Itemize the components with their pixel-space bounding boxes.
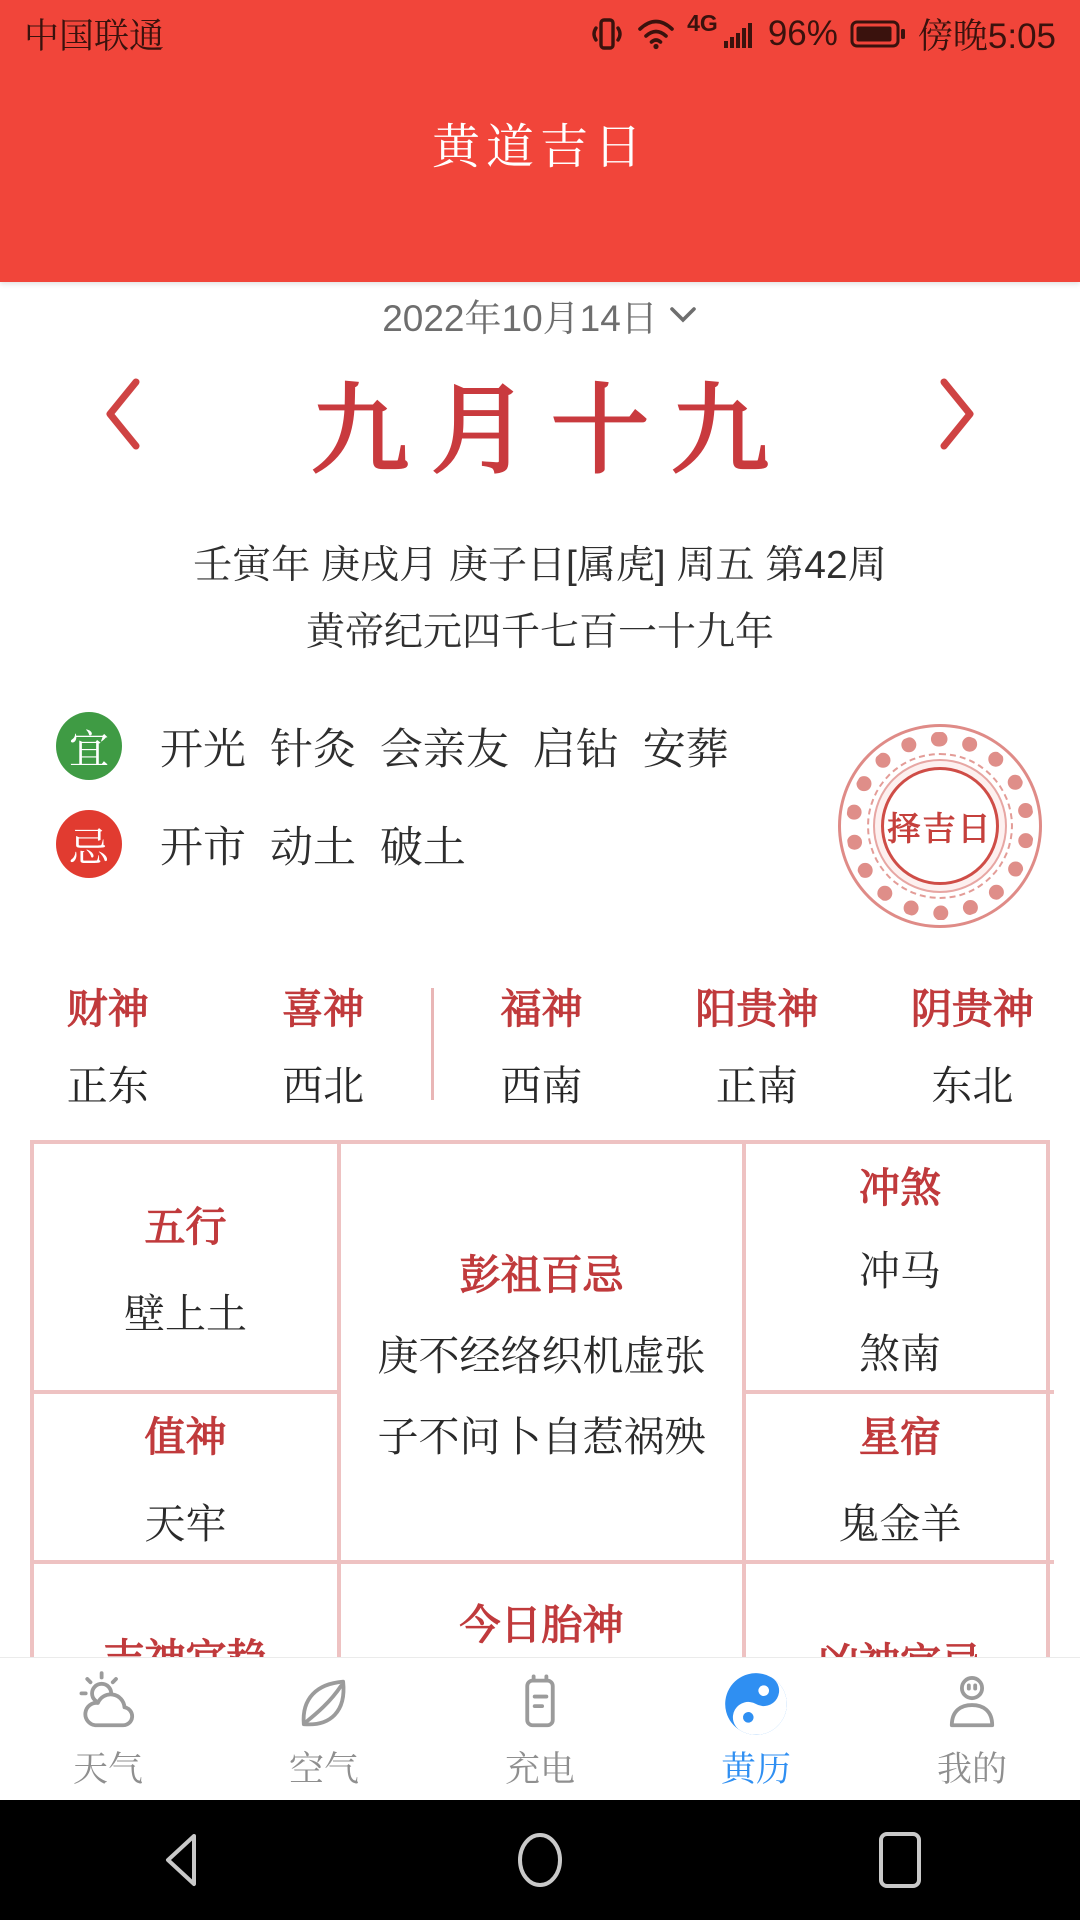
home-icon bbox=[515, 1830, 565, 1890]
cell-value: 天牢 bbox=[144, 1501, 227, 1547]
status-icons bbox=[589, 9, 1056, 59]
bottom-tab-bar bbox=[0, 1657, 1080, 1801]
god-value: 正东 bbox=[66, 1063, 149, 1109]
suitable-row bbox=[56, 712, 729, 780]
status-bar bbox=[0, 8, 1080, 60]
leaf-icon bbox=[290, 1670, 358, 1738]
suitable-badge: 宜 bbox=[56, 712, 122, 780]
era-line: 黄帝纪元四千七百一十九年 bbox=[305, 611, 774, 654]
yinyang-icon bbox=[722, 1670, 790, 1738]
grid-cell-chongsha bbox=[746, 1144, 1054, 1394]
network-type-label: 4G bbox=[687, 10, 718, 36]
tab-label: 充电 bbox=[504, 1750, 575, 1789]
cell-value: 子不问卜自惹祸殃 bbox=[377, 1413, 706, 1460]
app-header bbox=[0, 0, 1080, 282]
recents-button[interactable] bbox=[720, 1830, 1080, 1890]
weather-icon bbox=[74, 1670, 142, 1738]
battery-icon bbox=[850, 19, 906, 49]
god-col-caishen bbox=[0, 986, 215, 1109]
god-label: 福神 bbox=[500, 986, 583, 1032]
tab-air[interactable] bbox=[216, 1658, 432, 1801]
gods-direction-row bbox=[0, 986, 1080, 1109]
cell-signal-icon bbox=[687, 10, 756, 49]
recents-icon bbox=[876, 1830, 924, 1890]
chevron-down-icon bbox=[668, 305, 698, 325]
date-selector-value[interactable]: 2022年10月14日 bbox=[382, 298, 658, 339]
cell-value: 壁上土 bbox=[124, 1291, 247, 1337]
god-col-fushen bbox=[434, 986, 649, 1109]
god-label: 财神 bbox=[66, 986, 149, 1032]
avoid-items: 开市 动土 破土 bbox=[160, 823, 466, 872]
god-label: 阳贵神 bbox=[695, 986, 819, 1032]
carrier-label: 中国联通 bbox=[24, 17, 165, 56]
tab-label: 我的 bbox=[936, 1750, 1007, 1789]
date-selector[interactable] bbox=[0, 288, 1080, 342]
tab-label: 天气 bbox=[72, 1750, 143, 1789]
page-title: 黄道吉日 bbox=[431, 121, 648, 174]
god-label: 喜神 bbox=[282, 986, 365, 1032]
lunar-day-title: 九月十九 bbox=[310, 375, 791, 485]
next-day-button[interactable] bbox=[928, 372, 988, 456]
cell-label: 今日胎神 bbox=[459, 1602, 624, 1648]
wifi-icon bbox=[637, 18, 675, 50]
tab-almanac[interactable] bbox=[648, 1658, 864, 1801]
avoid-badge: 忌 bbox=[56, 810, 122, 878]
suitable-items: 开光 针灸 会亲友 启钻 安葬 bbox=[160, 725, 729, 774]
cell-value: 煞南 bbox=[859, 1330, 941, 1377]
signal-bars-icon bbox=[720, 19, 756, 49]
god-col-yangguishen bbox=[649, 986, 864, 1109]
back-icon bbox=[158, 1830, 202, 1890]
tab-charging[interactable] bbox=[432, 1658, 648, 1801]
clock-label: 傍晚5:05 bbox=[917, 17, 1056, 56]
god-col-yinguishen bbox=[865, 986, 1080, 1109]
grid-cell-pengzu bbox=[341, 1144, 746, 1564]
cell-label: 彭祖百忌 bbox=[459, 1251, 624, 1298]
battery-percent-label: 96% bbox=[767, 14, 838, 53]
tab-weather[interactable] bbox=[0, 1658, 216, 1801]
cell-label: 五行 bbox=[144, 1204, 227, 1250]
back-button[interactable] bbox=[0, 1830, 360, 1890]
grid-cell-wuxing bbox=[34, 1144, 341, 1394]
cell-label: 星宿 bbox=[859, 1414, 941, 1460]
profile-icon bbox=[938, 1670, 1006, 1738]
god-value: 西北 bbox=[282, 1063, 365, 1109]
charge-icon bbox=[506, 1670, 574, 1738]
avoid-row bbox=[56, 810, 466, 878]
cell-label: 冲煞 bbox=[859, 1164, 941, 1211]
god-value: 正南 bbox=[715, 1063, 798, 1109]
pick-lucky-day-stamp[interactable] bbox=[838, 724, 1042, 928]
god-value: 西南 bbox=[500, 1063, 583, 1109]
cell-value: 鬼金羊 bbox=[838, 1501, 962, 1547]
grid-cell-zhishen bbox=[34, 1394, 341, 1564]
god-label: 阴贵神 bbox=[910, 986, 1034, 1032]
cell-label: 值神 bbox=[144, 1414, 227, 1460]
tab-label: 空气 bbox=[288, 1750, 359, 1789]
tab-mine[interactable] bbox=[864, 1658, 1080, 1801]
god-value: 东北 bbox=[931, 1063, 1014, 1109]
chevron-right-icon bbox=[937, 376, 979, 452]
android-nav-bar bbox=[0, 1800, 1080, 1920]
god-col-xishen bbox=[215, 986, 433, 1109]
cell-value: 冲马 bbox=[859, 1247, 941, 1294]
tab-label: 黄历 bbox=[720, 1750, 791, 1789]
vibrate-icon bbox=[589, 16, 625, 52]
ganzhi-line: 壬寅年 庚戌月 庚子日[属虎] 周五 第42周 bbox=[193, 544, 887, 587]
home-button[interactable] bbox=[360, 1830, 720, 1890]
grid-cell-xingxiu bbox=[746, 1394, 1054, 1564]
almanac-grid bbox=[30, 1140, 1050, 1700]
stamp-text: 择吉日 bbox=[881, 767, 999, 885]
cell-value: 庚不经络织机虚张 bbox=[377, 1332, 706, 1379]
